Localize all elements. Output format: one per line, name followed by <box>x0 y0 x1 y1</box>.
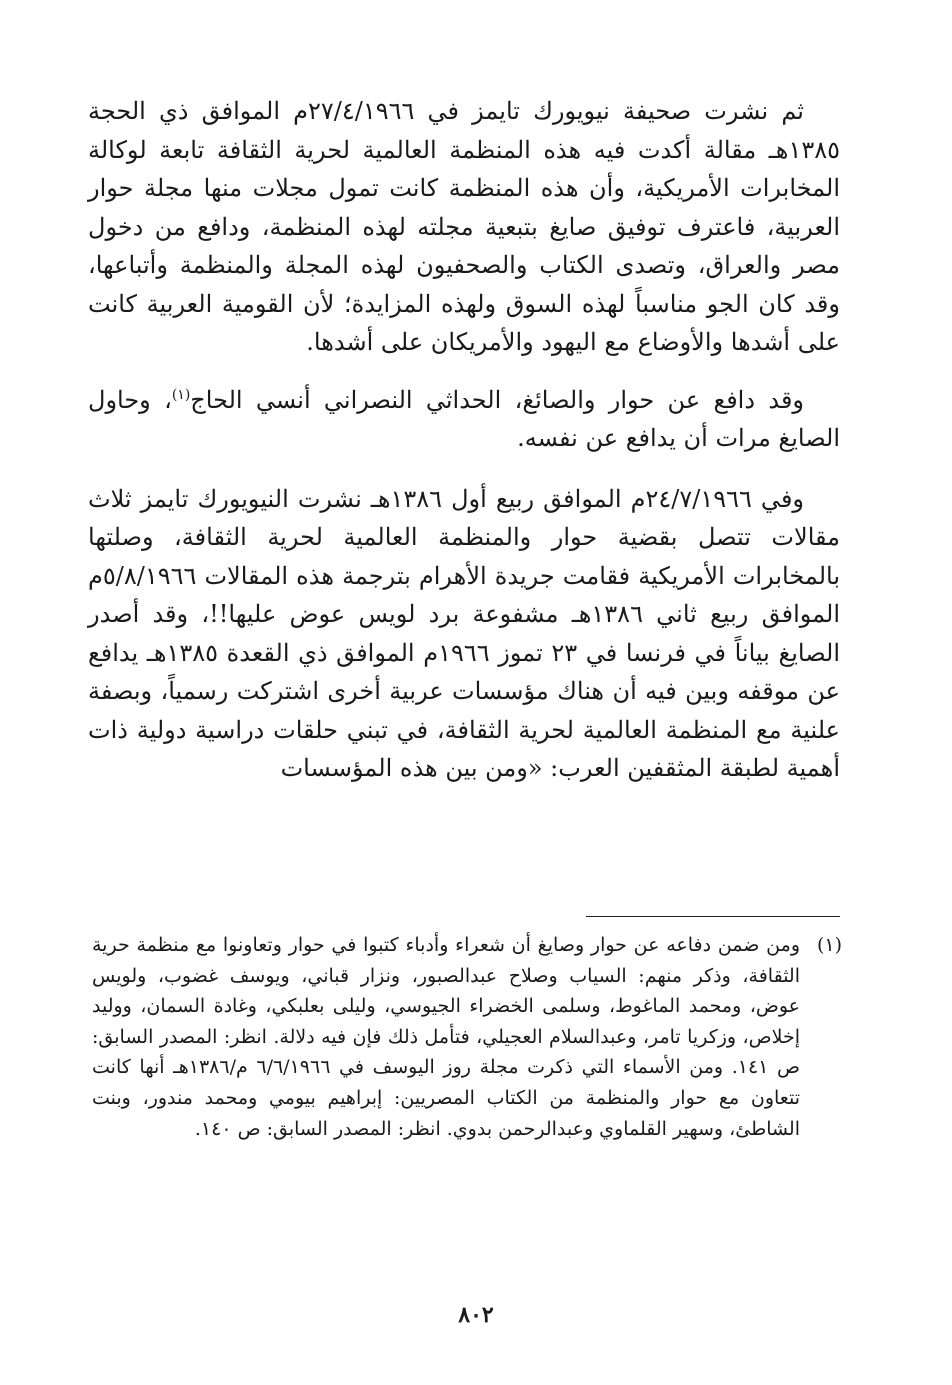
footnote-item <box>92 930 842 1144</box>
paragraph-1: ثم نشرت صحيفة نيويورك تايمز في ٢٧/٤/١٩٦٦م الموافق ذي الحجة ١٣٨٥هـ مقالة أكدت فيه هذه المنظمة العالمية لحرية الثقافة تابعة لوكالة المخابرات الأمريكية، وأن هذه المنظمة كانت تمول مجلات منها مجلة حوار العربية، فاعترف توفيق صايغ بتبعية مجلته لهذه المنظمة، ودافع من دخول مصر والعراق، وتصدى الكتاب والصحفيون لهذه المجلة والمنظمة وأتباعها، وقد كان الجو مناسباً لهذه السوق ولهذه المزايدة؛ لأن القومية العربية كانت على أشدها والأوضاع مع اليهود والأمريكان على أشدها. <box>88 97 840 356</box>
paragraph-2 <box>88 381 840 458</box>
footnote-reference: (١) <box>171 386 191 403</box>
paragraph-2-text-end: ، وحاول الصايغ مرات أن يدافع عن نفسه. <box>88 385 840 452</box>
page-number: ٨٠٢ <box>458 1302 494 1328</box>
paragraph-2-text-start: وقد دافع عن حوار والصائغ، الحداثي النصراني أنسي الحاج <box>190 385 805 414</box>
footnotes-section <box>92 930 842 1144</box>
footnote-separator <box>586 916 840 917</box>
footnote-number: (١) <box>816 934 842 956</box>
paragraph-3: وفي ٢٤/٧/١٩٦٦م الموافق ربيع أول ١٣٨٦هـ نشرت النيويورك تايمز ثلاث مقالات تتصل بقضية حوار والمنظمة العالمية لحرية الثقافة، وصلتها بالمخابرات الأمريكية فقامت جريدة الأهرام بترجمة هذه المقالات ٥/٨/١٩٦٦م الموافق ربيع ثاني ١٣٨٦هـ مشفوعة برد لويس عوض عليها!!، وقد أصدر الصايغ بياناً في فرنسا في ٢٣ تموز ١٩٦٦م الموافق ذي القعدة ١٣٨٥هـ يدافع عن موقفه وبين فيه أن هناك مؤسسات عربية أخرى اشتركت رسمياً، وبصفة علنية مع المنظمة العالمية لحرية الثقافة، في تبني حلقات دراسية دولية ذات أهمية لطبقة المثقفين العرب: «ومن بين هذه المؤسسات <box>88 484 840 782</box>
footnote-text: ومن ضمن دفاعه عن حوار وصايغ أن شعراء وأدباء كتبوا في حوار وتعاونوا مع منظمة حرية الثقافة، وذكر منهم: السياب وصلاح عبدالصبور، ونزار قباني، ويوسف غضوب، ولويس عوض، ومحمد الماغوط، وسلمى الخضراء الجيوسي، وليلى بعلبكي، وغادة السمان، ووليد إخلاص، وزكريا تامر، وعبدالسلام العجيلي، فتأمل ذلك فإن فيه دلالة. انظر: المصدر السابق: ص ١٤١. ومن الأسماء التي ذكرت مجلة روز اليوسف في ٦/٦/١٩٦٦ م/١٣٨٦هـ أنها كانت تتعاون مع حوار والمنظمة من الكتاب المصريين: إبراهيم بيومي ومحمد مندور، وبنت الشاطئ، وسهير القلماوي وعبدالرحمن بدوي. انظر: المصدر السابق: ص ١٤٠. <box>92 934 800 1140</box>
main-text <box>88 92 840 807</box>
